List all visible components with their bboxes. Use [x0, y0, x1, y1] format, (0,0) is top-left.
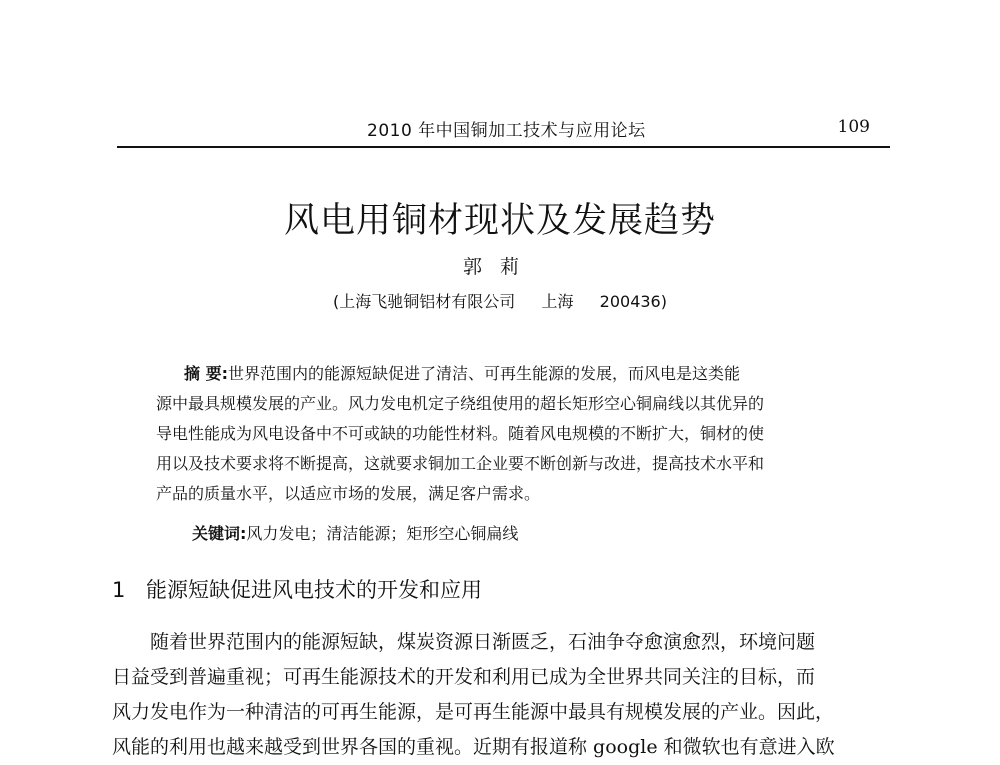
abstract [156, 359, 846, 509]
keywords-text: 风力发电；清洁能源；矩形空心铜扁线 [246, 524, 519, 543]
header-rule [117, 146, 890, 148]
author-name: 郭莉 [462, 256, 537, 278]
body-line: 随着世界范围内的能源短缺，煤炭资源日渐匮乏，石油争夺愈演愈烈，环境问题 [150, 631, 816, 653]
body-line: 风力发电作为一种清洁的可再生能源，是可再生能源中最具有规模发展的产业。因此， [112, 701, 835, 723]
page-number: 109 [837, 117, 870, 137]
abstract-line: 源中最具规模发展的产业。风力发电机定子绕组使用的超长矩形空心铜扁线以其优异的 [156, 394, 765, 413]
keywords-label: 关键词: [192, 524, 247, 543]
running-head [117, 104, 890, 146]
affiliation-postal-code: 200436) [599, 292, 667, 311]
abstract-label: 摘 要: [184, 364, 228, 383]
keywords [192, 521, 518, 544]
article-title: 风电用铜材现状及发展趋势 [283, 201, 716, 241]
running-head-title: 2010 年中国铜加工技术与应用论坛 [367, 121, 646, 141]
abstract-line: 产品的质量水平，以适应市场的发展，满足客户需求。 [156, 484, 541, 503]
section-heading [112, 574, 482, 604]
affiliation-city: 上海 [541, 292, 574, 311]
body-text [112, 625, 890, 765]
abstract-text: 世界范围内的能源短缺促进了清洁、可再生能源的发展，而风电是这类能 [227, 364, 740, 383]
body-line: 日益受到普遍重视；可再生能源技术的开发和利用已成为全世界共同关注的目标，而 [112, 666, 816, 688]
section-title: 能源短缺促进风电技术的开发和应用 [146, 578, 482, 602]
abstract-line: 用以及技术要求将不断提高，这就要求铜加工企业要不断创新与改进，提高技术水平和 [156, 454, 765, 473]
body-line: 风能的利用也越来越受到世界各国的重视。近期有报道称 google 和微软也有意进入欧 [112, 736, 835, 758]
abstract-line [156, 359, 846, 389]
author-affiliation [0, 289, 1000, 312]
section-number: 1 [112, 578, 126, 602]
abstract-line: 导电性能成为风电设备中不可或缺的功能性材料。随着风电规模的不断扩大，铜材的使 [156, 424, 765, 443]
affiliation-organization: (上海飞驰铜铝材有限公司 [333, 292, 516, 311]
